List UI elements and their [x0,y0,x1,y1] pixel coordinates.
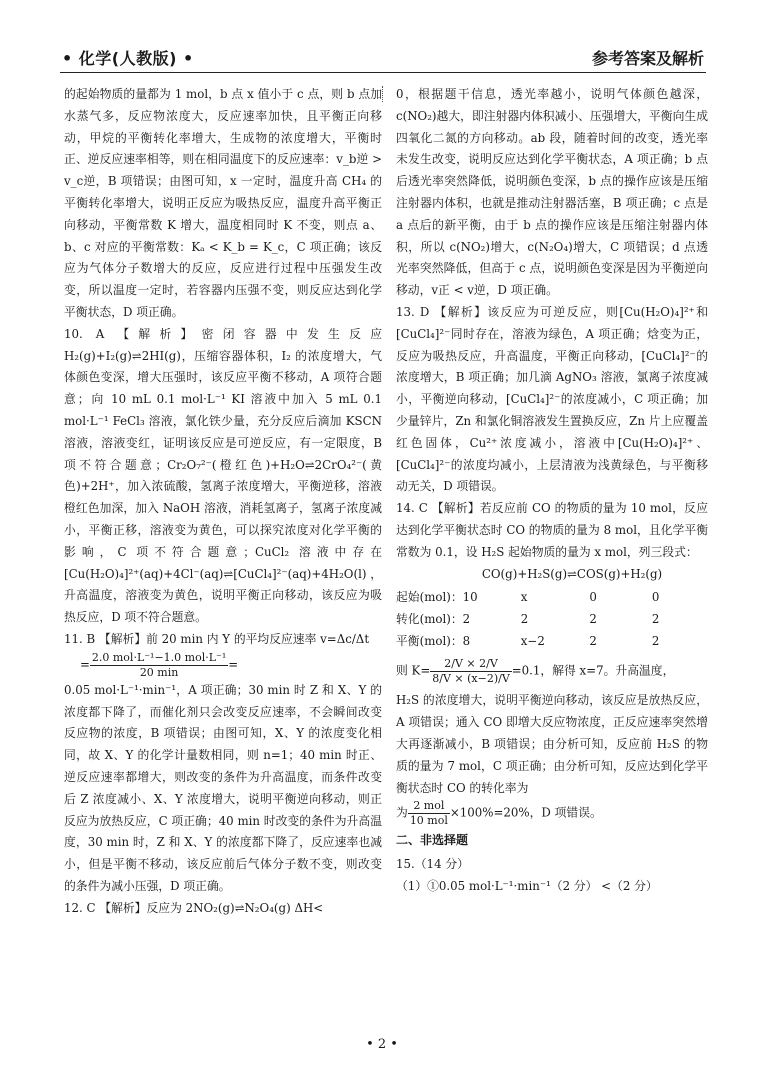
conversion-expression: 为 $\frac{\text{2 mol}}{\text{10 mol}}$ ×100%=20%，D 项错误。 [396,799,602,828]
three-stage-table [396,587,708,653]
answer-11-body: 0.05 mol·L⁻¹·min⁻¹，A 项正确；30 min 时 Z 和 X、Y 的浓度都下降了，而催化剂只会改变反应速率，不会瞬间改变反应物的浓度，B 项错误；由图可知，X、Y 的浓度变化相同，故 X、Y 的化学计量数相同，则 n=1；40 min 时正、逆反应速率都增大，则改变的条件为升高温度，而条件改变后 Z 浓度减小、X、Y 浓度增大，说明平衡逆向移动，则正反应为放热反应，C 项正确；40 min 时改变的条件为升高温度，30 min 时，Z 和 X、Y 的浓度都下降了，反应速率也减小，但是平衡不移动，该反应前后气体分子数不变，则改变的条件为减小压强，D 项正确。 [64,682,382,893]
k-fraction: $\frac{2/V \times 2/V}{8/V \times (x-2)/V}$ [432,657,510,686]
answer-11-head: 11. B 【解析】前 20 min 内 Y 的平均反应速率 v=Δc/Δt [64,631,370,646]
table-row: 起始(mol)：10 x 0 0 [396,590,660,605]
column-divider [382,86,383,102]
page-number: • 2 • [366,1037,398,1052]
answer-11-formula: = $\frac{\text{2.0 mol·L⁻¹−1.0 mol·L⁻¹}}{20 \min}$ = [80,650,239,679]
left-column [64,84,382,919]
answer-14-head: 14. C 【解析】若反应前 CO 的物质的量为 10 mol，反应达到化学平衡状态时 CO 的物质的量为 8 mol，且化学平衡常数为 0.1，设 H₂S 起始物质的量为 x mol，列三段式： [396,501,708,559]
answer-10: 10. A 【解析】密闭容器中发生反应 H₂(g)+I₂(g)⇌2HI(g)，压缩容器体积，I₂ 的浓度增大，气体颜色变深，增大压强时，该反应平衡不移动，A 项符合题意；向 10 mL 0.1 mol·L⁻¹ KI 溶液中加入 5 mL 0.1 mol·L⁻¹ FeCl₃ 溶液，氯化铁少量，充分反应后滴加 KSCN 溶液，溶液变红，证明该反应是可逆反应，有一定限度，B 项不符合题意；Cr₂O₇²⁻(橙红色)+H₂O⇌2CrO₄²⁻(黄色)+2H⁺，加入浓硫酸，氢离子浓度增大，平衡逆移，溶液橙红色加深，加入 NaOH 溶液，消耗氢离子，氢离子浓度减小，平衡正移，溶液变为黄色，可以探究浓度对化学平衡的影响，C 项不符合题意；CuCl₂ 溶液中存在 [Cu(H₂O)₄]²⁺(aq)+4Cl⁻(aq)⇌[CuCl₄]²⁻(aq)+4H₂O(l)，升高温度，溶液变为黄色，说明平衡正向移动，该反应为吸热反应，D 项不符合题意。 [64,326,382,625]
answer-9-continuation: 的起始物质的量都为 1 mol，b 点 x 值小于 c 点，则 b 点加水蒸气多，反应物浓度大，反应速率加快，且平衡正向移动，甲烷的平衡转化率增大，生成物的浓度增大，平衡时正、逆反应速率相等，则在相同温度下的反应速率：v_b逆 > v_c逆，B 项错误；由图可知，x 一定时，温度升高 CH₄ 的平衡转化率增大，说明正反应为吸热反应，温度升高平衡正向移动，平衡常数 K 增大，温度相同时 K 不变，则点 a、b、c 对应的平衡常数：Kₐ < K_b = K_c，C 项正确；该反应为气体分子数增大的反应，反应进行过程中压强发生改变，所以温度一定时，若容器内压强不变，则反应达到化学平衡状态，D 项正确。 [64,87,382,319]
table-row: 转化(mol)：2 2 2 2 [396,612,660,627]
rate-fraction: $\frac{\text{2.0 mol·L⁻¹−1.0 mol·L⁻¹}}{20 \min}$ [91,650,227,679]
answer-14-body: H₂S 的浓度增大，说明平衡逆向移动，该反应是放热反应，A 项错误；通入 CO 即增大反应物浓度，正反应速率突然增大再逐渐减小，B 项错误；由分析可知，反应前 H₂S 的物质的量为 7 mol，C 项正确；由分析可知，反应达到化学平衡状态时 CO 的转化率为 [396,693,708,795]
table-row: 平衡(mol)：8 x−2 2 2 [396,634,660,649]
right-column [396,84,708,898]
answer-12-body: 0，根据题干信息，透光率越小，说明气体颜色越深，c(NO₂)越大，即注射器内体积减小、压强增大，平衡向生成四氧化二氮的方向移动。ab 段，随着时间的改变，透光率未发生改变，说明反应达到化学平衡状态，A 项正确；b 点后透光率突然降低，说明颜色变深，b 点的操作应该是压缩注射器内体积，也就是推动注射器活塞，B 项正确；c 点是 a 点后的新平衡，由于 b 点的操作应该是压缩注射器内体积，所以 c(NO₂)增大，c(N₂O₄)增大，C 项错误；d 点透光率突然降低，但高于 c 点，说明颜色变深是因为平衡逆向移动，v正 < v逆，D 项正确。 [396,87,708,298]
answer-12-head: 12. C 【解析】反应为 2NO₂(g)⇌N₂O₄(g) ΔH< [64,900,324,915]
equilibrium-constant-expression: 则 K= $\frac{2/V \times 2/V}{8/V \times (x-2)/V}$ =0.1，解得 x=7。升高温度， [396,657,675,686]
answer-13: 13. D 【解析】该反应为可逆反应，则[Cu(H₂O)₄]²⁺和[CuCl₄]²⁻同时存在，溶液为绿色，A 项正确；焓变为正，反应为吸热反应，升高温度，平衡正向移动，[CuCl₄]²⁻的浓度增大，B 项正确；加几滴 AgNO₃ 溶液，氯离子浓度减小，平衡逆向移动，[CuCl₄]²⁻的浓度减小，C 项正确；加少量锌片，Zn 和氯化铜溶液发生置换反应，Zn 片上应覆盖红色固体，Cu²⁺浓度减小，溶液中[Cu(H₂O)₄]²⁺、[CuCl₄]²⁻的浓度均减小，上层清液为浅黄绿色，与平衡移动无关，D 项错误。 [396,304,708,494]
book-title: • 化学(人教版) • [62,49,194,68]
conversion-fraction: $\frac{\text{2 mol}}{\text{10 mol}}$ [409,799,448,828]
reaction-equation: CO(g)+H₂S(g)⇌COS(g)+H₂(g) [481,566,663,581]
section-heading: 二、非选择题 [396,833,469,848]
answer-15-head: 15.（14 分） [396,857,469,872]
header-divider [60,72,706,73]
answer-15-part1: （1）①0.05 mol·L⁻¹·min⁻¹（2 分） <（2 分） [396,878,658,893]
section-title: 参考答案及解析 [591,49,704,68]
